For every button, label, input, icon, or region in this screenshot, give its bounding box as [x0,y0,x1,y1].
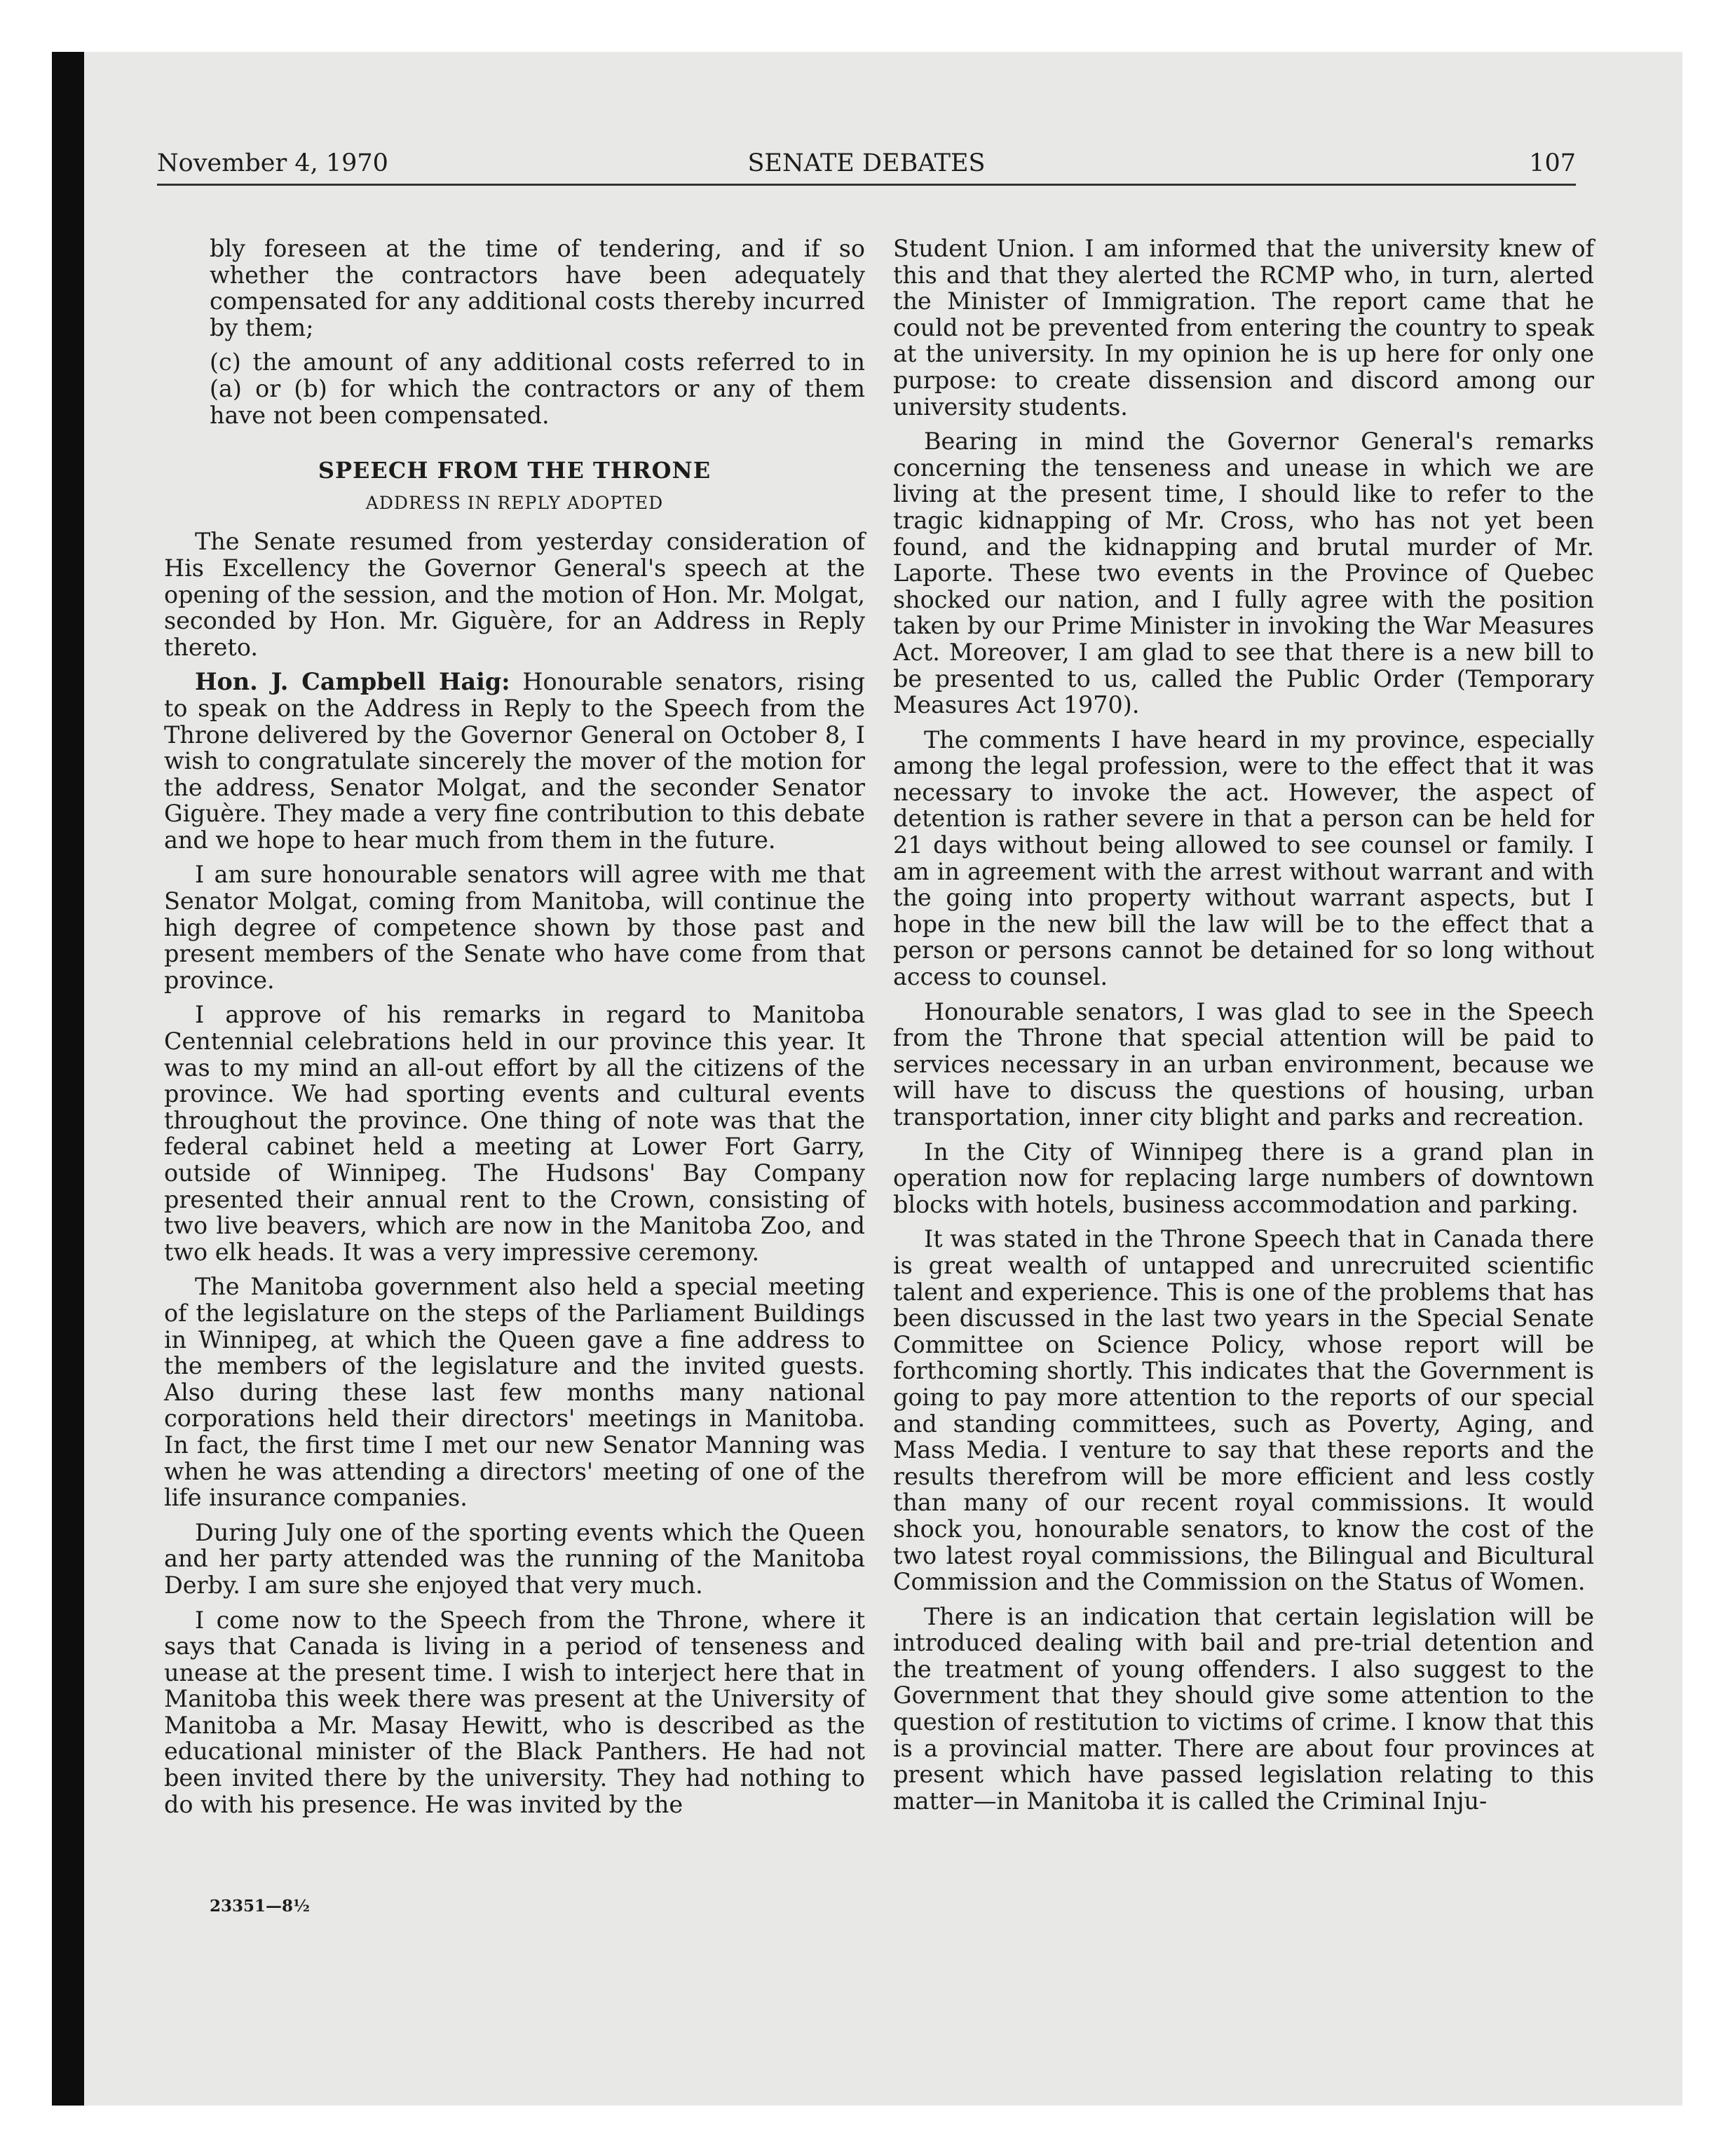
speaker-text: Honourable senators, rising to speak on the Address in Reply to the Speech from the Throne delivered by the Governor General on October 8, I wish to congratulate sincerely the mover of the motion for the address, Senator Molgat, and the seconder Senator Giguère. They made a very fine contribution to this debate and we hope to hear much from them in the future. [164,668,865,854]
header-date: November 4, 1970 [157,149,388,177]
section-heading: SPEECH FROM THE THRONE [318,457,712,484]
paragraph: There is an indication that certain legislation will be introduced dealing with bail and pre-trial detention and the treatment of young offenders. I also suggest to the Government that they should give some attention to the question of restitution to victims of crime. I know that this is a provincial matter. There are about four provinces at present which have passed legislation relating to this matter—in Manitoba it is called the Criminal Inju- [893,1602,1594,1815]
header-page-number: 107 [1529,149,1576,177]
binding-edge [52,52,84,2106]
header-title: SENATE DEBATES [747,149,986,177]
signature-mark: 23351—8½ [210,1897,311,1916]
list-item-c: (c) the amount of any additional costs referred to in (a) or (b) for which the contractors or any of them have not been compensated. [210,348,865,429]
list-item-b: bly foreseen at the time of tendering, and if so whether the contractors have been adequately compensated for any additional costs thereby incurred by them; [210,235,865,341]
paragraph: I am sure honourable senators will agree with me that Senator Molgat, coming from Manitoba, will continue the high degree of competence shown by those past and present members of the Senate who have come from that province. [164,861,865,994]
paragraph: In the City of Winnipeg there is a grand plan in operation now for replacing large numbers of downtown blocks with hotels, business accommodation and parking. [893,1138,1594,1218]
speaker-paragraph [164,669,865,853]
paragraph: During July one of the sporting events which the Queen and her party attended was the running of the Manitoba Derby. I am sure she enjoyed that very much. [164,1518,865,1599]
continuation-paragraph: Student Union. I am informed that the university knew of this and that they alerted the RCMP who, in turn, alerted the Minister of Immigration. The report came that he could not be prevented from entering the country to speak at the university. In my opinion he is up here for only one purpose: to create dissension and discord among our university students. [893,235,1594,421]
paragraph: I approve of his remarks in regard to Manitoba Centennial celebrations held in our province this year. It was to my mind an all-out effort by all the citizens of the province. We had sporting events and cultural events throughout the province. One thing of note was that the federal cabinet held a meeting at Lower Fort Garry, outside of Winnipeg. The Hudsons' Bay Company presented their annual rent to the Crown, consisting of two live beavers, which are now in the Manitoba Zoo, and two elk heads. It was a very impressive ceremony. [164,1001,865,1266]
paragraph: The Manitoba government also held a special meeting of the legislature on the steps of the Parliament Buildings in Winnipeg, at which the Queen gave a fine address to the members of the legislature and the invited guests. Also during these last few months many national corporations held their directors' meetings in Manitoba. In fact, the first time I met our new Senator Manning was when he was attending a directors' meeting of one of the life insurance companies. [164,1273,865,1512]
intro-paragraph: The Senate resumed from yesterday consideration of His Excellency the Governor General's speech at the opening of the session, and the motion of Hon. Mr. Molgat, seconded by Hon. Mr. Giguère, for an Address in Reply thereto. [164,528,865,661]
paragraph: Honourable senators, I was glad to see in the Speech from the Throne that special attention will be paid to services necessary in an urban environment, because we will have to discuss the questions of housing, urban transportation, inner city blight and parks and recreation. [893,997,1594,1131]
paragraph: I come now to the Speech from the Throne, where it says that Canada is living in a period of tenseness and unease at the present time. I wish to interject here that in Manitoba this week there was present at the University of Manitoba a Mr. Masay Hewitt, who is described as the educational minister of the Black Panthers. He had not been invited there by the university. They had nothing to do with his presence. He was invited by the [164,1606,865,1818]
section-subheading: ADDRESS IN REPLY ADOPTED [365,492,664,513]
left-column [164,236,865,1826]
page-header [157,143,1576,186]
paragraph: Bearing in mind the Governor General's remarks concerning the tenseness and unease in which we are living at the present time, I should like to refer to the tragic kidnapping of Mr. Cross, who has not yet been found, and the kidnapping and brutal murder of Mr. Laporte. These two events in the Province of Quebec shocked our nation, and I fully agree with the position taken by our Prime Minister in invoking the War Measures Act. Moreover, I am glad to see that there is a new bill to be presented to us, called the Public Order (Temporary Measures Act 1970). [893,428,1594,719]
paragraph: The comments I have heard in my province, especially among the legal profession, were to the effect that it was necessary to invoke the act. However, the aspect of detention is rather severe in that a person can be held for 21 days without being allowed to see counsel or family. I am in agreement with the arrest without warrant and with the going into property without warrant aspects, but I hope in the new bill the law will be to the effect that a person or persons cannot be detained for so long without access to counsel. [893,725,1594,991]
right-column [893,236,1594,1822]
speaker-name: Hon. J. Campbell Haig: [195,668,510,696]
paragraph: It was stated in the Throne Speech that in Canada there is great wealth of untapped and unrecruited scientific talent and experience. This is one of the problems that has been discussed in the last two years in the Special Senate Committee on Science Policy, whose report will be forthcoming shortly. This indicates that the Government is going to pay more attention to the reports of our special and standing committees, such as Poverty, Aging, and Mass Media. I venture to say that these reports and the results therefrom will be more efficient and less costly than many of our recent royal commissions. It would shock you, honourable senators, to know the cost of the two latest royal commissions, the Bilingual and Bicultural Commission and the Commission on the Status of Women. [893,1225,1594,1596]
scanned-page [52,52,1682,2106]
